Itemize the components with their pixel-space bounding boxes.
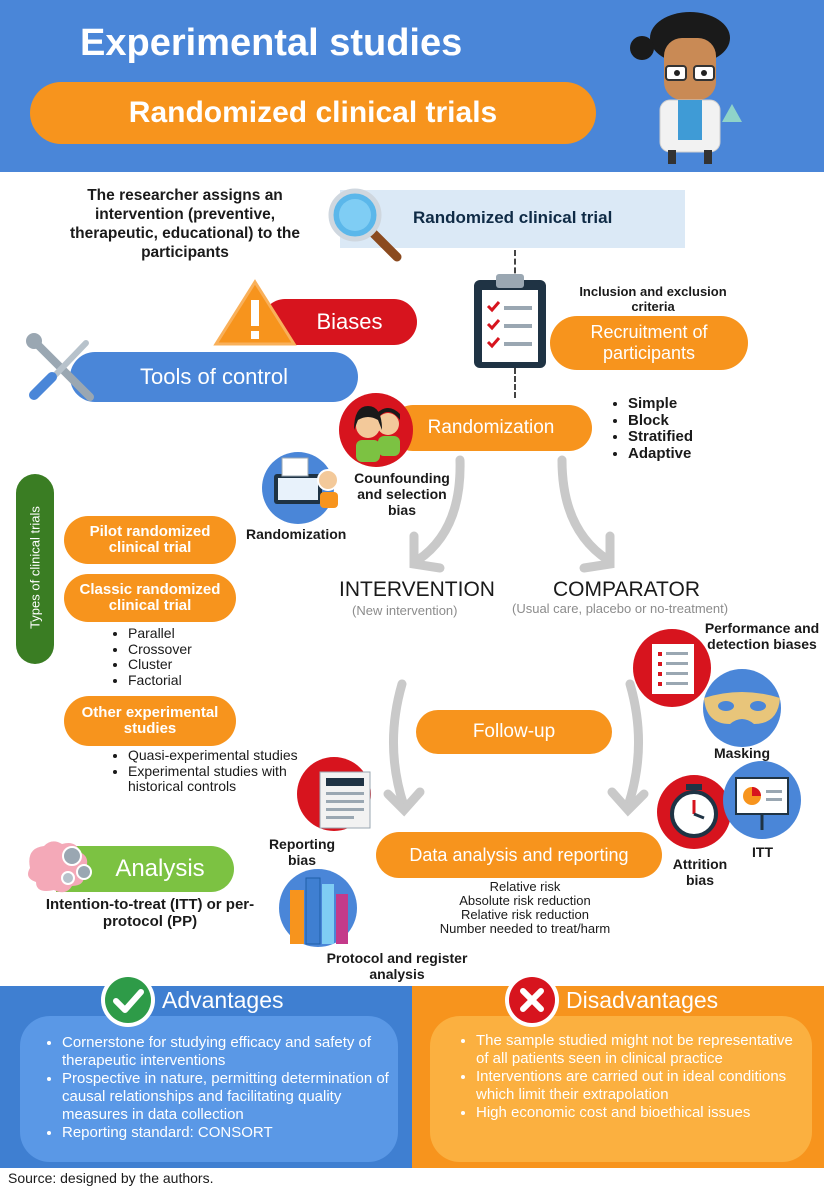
books-icon [276, 868, 362, 950]
arrow-to-intervention [400, 450, 480, 580]
classic-trial-pill: Classic randomized clinical trial [64, 574, 236, 622]
analysis-subtext: Intention-to-treat (ITT) or per-protocol (PP) [45, 896, 255, 930]
comparator-subtitle: (Usual care, placebo or no-treatment) [512, 601, 729, 616]
attrition-bias-text: Attrition bias [672, 856, 728, 888]
advantages-title: Advantages [162, 987, 284, 1013]
measure-item: Absolute risk reduction [459, 893, 591, 908]
trial-type-item: • Factorial [128, 673, 192, 689]
trial-type-item: • Parallel [128, 626, 192, 642]
data-analysis-pill: Data analysis and reporting [376, 832, 662, 878]
mask-icon [696, 668, 788, 748]
clipboard-icon [470, 274, 550, 370]
disadvantages-title: Disadvantages [566, 987, 719, 1013]
magnifier-icon [325, 185, 405, 265]
measures-list [420, 880, 630, 936]
researcher-illustration [620, 8, 760, 168]
source-note: Source: designed by the authors. [8, 1170, 214, 1186]
advantage-item: • Prospective in nature, permitting determination of causal relationships and facilitating quality measures in data collection [62, 1070, 402, 1124]
brain-icon [22, 838, 98, 898]
measure-item: Relative risk reduction [461, 907, 589, 922]
measure-item: Number needed to treat/harm [439, 921, 611, 936]
subtitle-pill: Randomized clinical trials [30, 82, 596, 144]
randomization-tool-label: Randomization [246, 526, 347, 542]
disadvantage-item: • The sample studied might not be representative of all patients seen in clinical practice [476, 1032, 796, 1068]
tools-pill: Tools of control [70, 352, 358, 402]
arrow-left-followup [380, 676, 430, 826]
method-item: • Stratified [628, 429, 693, 446]
disadvantage-item: • High economic cost and bioethical issues [476, 1104, 796, 1122]
pilot-trial-pill: Pilot randomized clinical trial [64, 516, 236, 564]
dashed-connector [514, 368, 516, 398]
randomization-pill: Randomization [390, 405, 592, 451]
check-icon [100, 972, 156, 1028]
other-study-item: • Experimental studies with historical controls [128, 764, 298, 795]
computer-icon [258, 450, 348, 526]
tools-icon [24, 333, 100, 405]
disadvantage-item: • Interventions are carried out in ideal conditions which limit their extrapolation [476, 1068, 796, 1104]
intervention-subtitle: (New intervention) [352, 603, 458, 618]
other-studies-pill: Other experimental studies [64, 696, 236, 746]
intro-text: The researcher assigns an intervention (preventive, therapeutic, educational) to the participants [70, 187, 300, 261]
performance-bias-text: Performance and detection biases [704, 620, 820, 652]
comparator-title: COMPARATOR [553, 578, 701, 601]
reporting-bias-text: Reporting bias [268, 836, 336, 868]
method-item: • Adaptive [628, 446, 693, 463]
disadvantages-list [458, 1032, 796, 1122]
intervention-title: INTERVENTION [339, 578, 495, 601]
x-icon [504, 972, 560, 1028]
trial-type-item: • Crossover [128, 642, 192, 658]
rct-box-label: Randomized clinical trial [413, 208, 613, 227]
page-title: Experimental studies [80, 22, 463, 64]
recruitment-pill: Recruitment of participants [550, 316, 748, 370]
criteria-text: Inclusion and exclusion criteria [579, 284, 727, 314]
presentation-board-icon [722, 760, 802, 840]
masking-label: Masking [714, 745, 771, 761]
measure-item: Relative risk [489, 879, 561, 894]
advantages-list [44, 1034, 402, 1142]
analysis-pill: Analysis [56, 846, 234, 892]
classic-trial-types [110, 626, 192, 688]
advantage-item: • Cornerstone for studying efficacy and safety of therapeutic interventions [62, 1034, 402, 1070]
biases-pill: Biases [262, 299, 417, 345]
confounding-bias-text: Counfounding and selection bias [354, 470, 450, 518]
itt-label: ITT [752, 844, 773, 860]
advantage-item: • Reporting standard: CONSORT [62, 1124, 402, 1142]
types-sidebar-label: Types of clinical trials [27, 506, 43, 629]
method-item: • Block [628, 413, 693, 430]
other-studies-list [110, 748, 298, 795]
arrow-to-comparator [548, 450, 628, 580]
other-study-item: • Quasi-experimental studies [128, 748, 298, 764]
trial-type-item: • Cluster [128, 657, 192, 673]
followup-pill: Follow-up [416, 710, 612, 754]
newspaper-icon [296, 756, 386, 836]
warning-icon [212, 278, 298, 348]
clock-icon [656, 774, 732, 850]
method-item: • Simple [628, 396, 693, 413]
protocol-text: Protocol and register analysis [326, 950, 468, 982]
